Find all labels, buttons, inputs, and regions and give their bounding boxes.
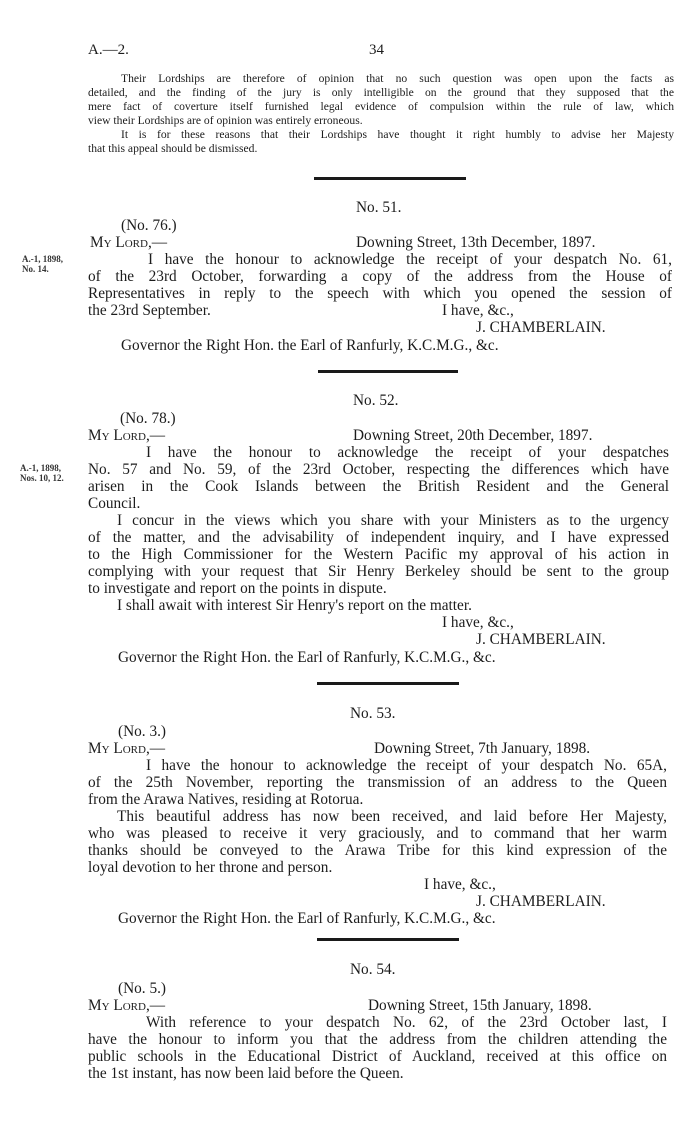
letter-address: Downing Street, 7th January, 1898. xyxy=(374,740,591,757)
document-code: A.—2. xyxy=(88,42,129,58)
letter-reference: (No. 78.) xyxy=(120,410,176,427)
text-line: I shall await with interest Sir Henry's report on the matter. xyxy=(117,597,472,614)
addressee: Governor the Right Hon. the Earl of Ranfurly, K.C.M.G., &c. xyxy=(118,910,496,927)
addressee: Governor the Right Hon. the Earl of Ranfurly, K.C.M.G., &c. xyxy=(118,649,496,666)
closing: I have, &c., xyxy=(442,302,514,319)
text-line: This beautiful address has now been received, and laid before Her Majesty, xyxy=(117,808,667,825)
text-line: arisen in the Cook Islands between the British Resident and the General xyxy=(88,478,669,495)
section-divider xyxy=(318,370,458,373)
signature: J. CHAMBERLAIN. xyxy=(476,893,606,910)
text-line: detailed, and the finding of the jury is only intelligible on the ground that they supposed that the xyxy=(88,86,674,99)
closing: I have, &c., xyxy=(442,614,514,631)
text-line: the 23rd September. xyxy=(88,302,211,319)
text-line: public schools in the Educational District of Auckland, received at this office on xyxy=(88,1048,667,1065)
text-line: of the matter, and the advisability of independent inquiry, and I have expressed xyxy=(88,529,669,546)
text-line: of the 25th November, reporting the transmission of an address to the Queen xyxy=(88,774,667,791)
text-line: to investigate and report on the points in dispute. xyxy=(88,580,387,597)
text-line: Their Lordships are therefore of opinion that no such question was open upon the facts as xyxy=(121,72,674,85)
text-line: have the honour to inform you that the address from the children attending the xyxy=(88,1031,667,1048)
section-divider xyxy=(314,177,466,180)
text-line: of the 23rd October, forwarding a copy of the address from the House of xyxy=(88,268,672,285)
text-line: With reference to your despatch No. 62, of the 23rd October last, I xyxy=(146,1014,667,1031)
signature: J. CHAMBERLAIN. xyxy=(476,631,606,648)
text-line: I have the honour to acknowledge the receipt of your despatches xyxy=(146,444,669,461)
text-line: No. 57 and No. 59, of the 23rd October, respecting the differences which have xyxy=(88,461,669,478)
text-line: from the Arawa Natives, residing at Rotorua. xyxy=(88,791,364,808)
text-line: Council. xyxy=(88,495,141,512)
closing: I have, &c., xyxy=(424,876,496,893)
text-line: the 1st instant, has now been laid before the Queen. xyxy=(88,1065,404,1082)
letter-number: No. 53. xyxy=(350,705,396,722)
text-line: to the High Commissioner for the Western Pacific my approval of his action in xyxy=(88,546,669,563)
section-divider xyxy=(317,682,459,685)
text-line: view their Lordships are of opinion was entirely erroneous. xyxy=(88,114,363,127)
letter-reference: (No. 76.) xyxy=(121,217,177,234)
salutation: My Lord,— xyxy=(88,740,166,757)
signature: J. CHAMBERLAIN. xyxy=(476,319,606,336)
text-line: It is for these reasons that their Lordships have thought it right humbly to advise her Majesty xyxy=(121,128,674,141)
salutation: My Lord,— xyxy=(88,427,166,444)
section-divider xyxy=(317,938,459,941)
letter-reference: (No. 3.) xyxy=(118,723,167,740)
margin-reference: A.-1, 1898, Nos. 10, 12. xyxy=(20,463,64,483)
letter-address: Downing Street, 15th January, 1898. xyxy=(368,997,592,1014)
letter-reference: (No. 5.) xyxy=(118,980,167,997)
text-line: that this appeal should be dismissed. xyxy=(88,142,258,155)
text-line: I concur in the views which you share with your Ministers as to the urgency xyxy=(117,512,669,529)
letter-number: No. 54. xyxy=(350,961,396,978)
text-line: who was pleased to receive it very graciously, and to command that her warm xyxy=(88,825,667,842)
text-line: thanks should be conveyed to the Arawa Tribe for this kind expression of the xyxy=(88,842,667,859)
salutation: My Lord,— xyxy=(88,997,166,1014)
margin-reference: A.-1, 1898, No. 14. xyxy=(22,254,63,274)
letter-address: Downing Street, 13th December, 1897. xyxy=(356,234,596,251)
text-line: Representatives in reply to the speech with which you opened the session of xyxy=(88,285,672,302)
text-line: mere fact of coverture itself furnished legal evidence of compulsion within the rule of law, which xyxy=(88,100,674,113)
salutation: My Lord,— xyxy=(90,234,168,251)
page-number: 34 xyxy=(369,42,384,58)
letter-number: No. 52. xyxy=(353,392,399,409)
text-line: I have the honour to acknowledge the receipt of your despatch No. 65A, xyxy=(146,757,667,774)
text-line: complying with your request that Sir Henry Berkeley should be sent to the group xyxy=(88,563,669,580)
addressee: Governor the Right Hon. the Earl of Ranfurly, K.C.M.G., &c. xyxy=(121,337,499,354)
letter-address: Downing Street, 20th December, 1897. xyxy=(353,427,593,444)
text-line: loyal devotion to her throne and person. xyxy=(88,859,333,876)
letter-number: No. 51. xyxy=(356,199,402,216)
text-line: I have the honour to acknowledge the receipt of your despatch No. 61, xyxy=(148,251,672,268)
